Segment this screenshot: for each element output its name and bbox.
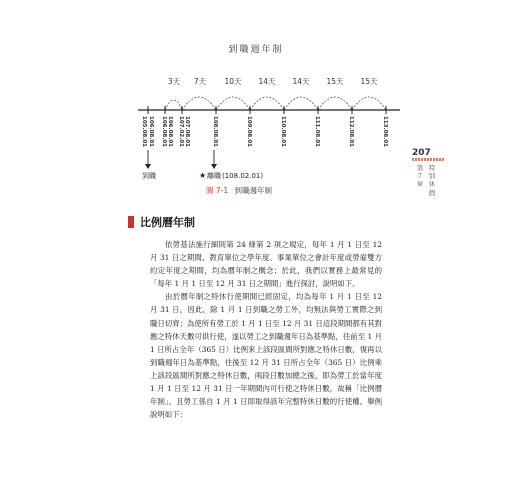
interval-label: 7天 [193, 77, 207, 86]
body-text [150, 238, 382, 421]
date-label: 106.08.01 [148, 116, 154, 147]
decorative-bar [412, 158, 444, 161]
section-heading [128, 214, 195, 230]
date-label: 112.08.01 [348, 116, 354, 147]
hire-label: 到職 [142, 172, 156, 180]
timeline-diagram [0, 0, 520, 200]
interval-label: 3天 [167, 77, 181, 86]
date-label: 106.08.01 [167, 116, 173, 147]
figure-number: 圖 7-1 [206, 186, 229, 195]
timeline-title: 到職週年制 [228, 45, 284, 55]
date-label: 113.08.01 [382, 116, 388, 147]
interval-arc [165, 100, 182, 110]
date-label: 108.08.01 [212, 116, 218, 147]
date-label: 106.08.01 [161, 116, 167, 147]
leave-label: 離職 [207, 172, 221, 180]
figure-caption-text: 到職週年制 [234, 186, 273, 195]
hire-arrowhead [145, 164, 151, 169]
paragraph: 由於曆年制之特休行使期間已經固定，均為每年 1 月 1 日至 12 月 31 日，因此，除 1 月 1 日到職之勞工外，均無法與勞工實際之到職日切齊；為使所有勞工於 1 月 1 日至 12 月 31 日這段期間都有其對應之特休天數可供行使，遂以勞工之到職週年日為基準點，往前至 1 月 1 日所占全年（365 日）比例來上該段區間所對應之特休日數，復再以到職週年日為基準點，往後至 12 月 31 日所占全年（365 日）比例乘上該段區間所對應之特休日數，兩段日數加總之後，即為勞工於當年度 1 月 1 日至 12 月 31 日一年期間內可行使之特休日數，故稱「比例曆年制」，且勞工係自 1 月 1 日即取得該年完整特休日數的行使權。舉例說明如下： [150, 292, 382, 420]
leave-arrowhead [211, 164, 217, 169]
interval-label: 14天 [258, 77, 276, 86]
page-number: 207 [412, 148, 431, 158]
interval-arc [250, 97, 284, 110]
interval-label: 15天 [360, 77, 378, 86]
chapter-title: 特 別 休 假 [428, 164, 436, 197]
interval-arc [352, 97, 386, 110]
date-label: 105.08.01 [141, 116, 147, 147]
section-marker [128, 216, 134, 228]
date-label: 107.08.01 [184, 116, 190, 147]
interval-label: 10天 [224, 77, 242, 86]
interval-arc [284, 97, 318, 110]
date-label: 111.08.01 [314, 116, 320, 147]
interval-arc [318, 97, 352, 110]
paragraph: 依勞基法施行細則第 24 條第 2 項之規定，每年 1 月 1 日至 12 月 31 日之期間、教育單位之學年度、事業單位之會計年度或勞雇雙方約定年度之期間，均為曆年制之概念；於此，我們以實務上最常見的「每年 1 月 1 日至 12 月 31 日之期間」進行探討，說明如下。 [150, 240, 382, 289]
section-title: 比例曆年制 [140, 216, 195, 229]
interval-label: 15天 [326, 77, 344, 86]
chapter-label: 第 7 章 [416, 164, 424, 189]
date-label: 109.08.01 [246, 116, 252, 147]
date-label: 107.02.01 [178, 116, 184, 147]
interval-arc [216, 97, 250, 110]
figure-caption [206, 185, 272, 196]
star-icon: ★ [199, 171, 207, 180]
interval-label: 14天 [292, 77, 310, 86]
interval-arc [182, 97, 216, 110]
date-label: 110.08.01 [280, 116, 286, 147]
leave-date: (108.02.01) [222, 172, 264, 180]
